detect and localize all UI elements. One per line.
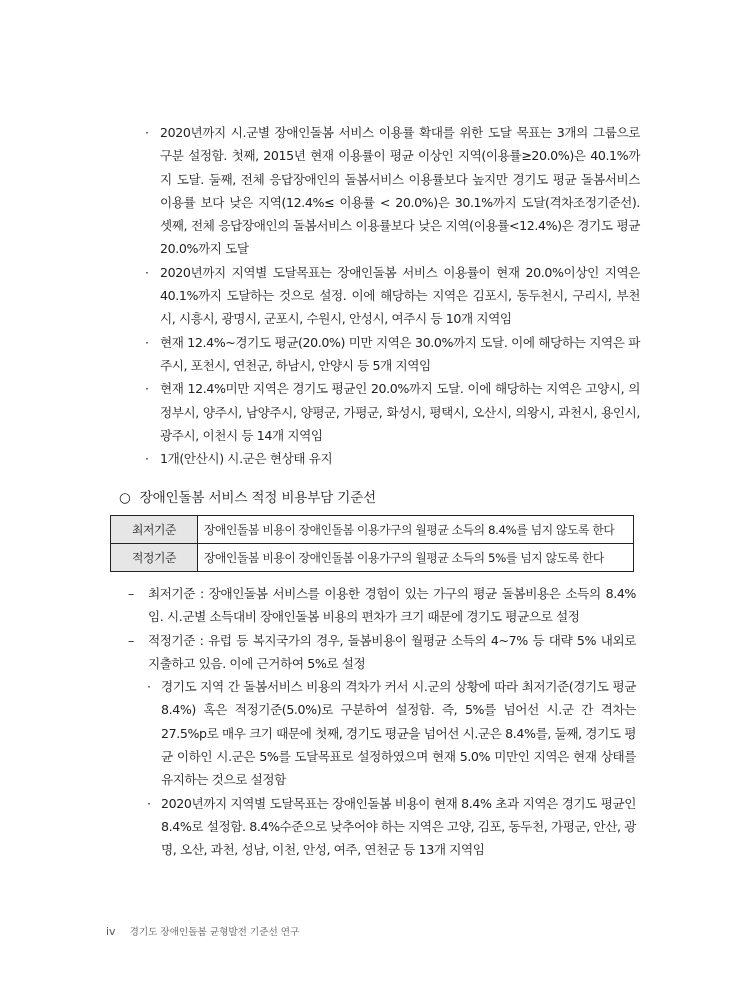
table-row xyxy=(111,544,634,572)
report-title: 경기도 장애인돌봄 균형발전 기준선 연구 xyxy=(129,927,300,938)
dash-item xyxy=(126,582,636,629)
dash-item-text: 적정기준 : 유럽 등 복지국가의 경우, 돌봄비용이 월평균 소득의 4~7% 등 대략 5% 내외로 지출하고 있음. 이에 근거하여 5%로 설정 xyxy=(148,632,636,671)
page-footer xyxy=(106,924,299,938)
dash-marker: – xyxy=(128,586,134,601)
list-item-text: 2020년까지 지역별 도달목표는 장애인돌봄 비용이 현재 8.4% 초과 지역은 경기도 평균인 8.4%로 설정함. 8.4%수준으로 낮추어야 하는 지역은 고양, 김포, 동두천, 가평군, 안산, 광명, 오산, 과천, 성남, 이천, 안성, 여주, 연천군 등 13개 지역임 xyxy=(161,795,637,858)
dash-item-text: 최저기준 : 장애인돌봄 서비스를 이용한 경험이 있는 가구의 평균 돌봄비용은 소득의 8.4%임. 시.군별 소득대비 장애인돌봄 비용의 편차가 크기 때문에 경기도 평균으로 설정 xyxy=(148,586,636,625)
table-row-label: 최저기준 xyxy=(111,516,198,544)
cost-standards-table xyxy=(110,515,634,572)
bullet-marker: · xyxy=(145,264,149,280)
target-bullet-list xyxy=(145,121,640,470)
bullet-marker: · xyxy=(145,381,149,397)
bullet-marker: · xyxy=(145,451,149,467)
dash-item xyxy=(126,629,636,676)
dash-marker: – xyxy=(128,632,134,648)
list-item xyxy=(145,331,640,378)
list-item-text: 2020년까지 시.군별 장애인돌봄 서비스 이용률 확대를 위한 도달 목표는 3개의 그룹으로 구분 설정함. 첫째, 2015년 현재 이용률이 평균 이상인 지역(이용률≥20.0%)은 40.1%까지 도달. 둘째, 전체 응답장애인의 돌봄서비스 이용률보다 높지만 경기도 평균 돌봄서비스 이용률 보다 낮은 지역(12.4%≤ 이용률 < 20.0%)은 30.1%까지 도달(격차조정기준선). 셋째, 전체 응답장애인의 돌봄서비스 이용률보다 낮은 지역(이용률<12.4%)은 경기도 평균 20.0%까지 도달 xyxy=(160,125,640,257)
bullet-marker: · xyxy=(147,679,151,695)
table-row-label: 적정기준 xyxy=(111,544,198,572)
bullet-marker: · xyxy=(145,125,149,140)
list-item-text: 2020년까지 지역별 도달목표는 장애인돌봄 서비스 이용률이 현재 20.0%이상인 지역은 40.1%까지 도달하는 것으로 설정. 이에 해당하는 지역은 김포시, 동두천시, 구리시, 부천시, 시흥시, 광명시, 군포시, 수원시, 안성시, 여주시 등 10개 지역임 xyxy=(160,264,640,327)
list-item xyxy=(147,675,636,791)
list-item-text: 현재 12.4%미만 지역은 경기도 평균인 20.0%까지 도달. 이에 해당하는 지역은 고양시, 의정부시, 양주시, 남양주시, 양평군, 가평군, 화성시, 평택시, 오산시, 의왕시, 과천시, 용인시, 광주시, 이천시 등 14개 지역임 xyxy=(160,381,640,443)
list-item-text: 경기도 지역 간 돌봄서비스 비용의 격차가 커서 시.군의 상황에 따라 최저기준(경기도 평균 8.4%) 혹은 적정기준(5.0%)로 구분하여 설정함. 즉, 5%를 넘어선 시.군 간 격차는 27.5%p로 매우 크기 때문에 첫째, 경기도 평균을 넘어선 시.군은 8.4%를, 둘째, 경기도 평균 이하인 시.군은 5%를 도달목표로 설정하였으며 현재 5.0% 미만인 지역은 현재 상태를 유지하는 것으로 설정함 xyxy=(161,679,636,788)
list-item xyxy=(145,377,640,447)
sub-bullet-list xyxy=(147,675,636,861)
page-number: iv xyxy=(106,925,116,938)
list-item xyxy=(145,121,640,261)
table-row-text: 장애인돌봄 비용이 장애인돌봄 이용가구의 월평균 소득의 8.4%를 넘지 않도록 한다 xyxy=(198,516,634,544)
list-item-text: 1개(안산시) 시.군은 현상태 유지 xyxy=(160,451,333,467)
table-row xyxy=(111,516,634,544)
table-row-text: 장애인돌봄 비용이 장애인돌봄 이용가구의 월평균 소득의 5%를 넘지 않도록 한다 xyxy=(198,544,634,572)
bullet-marker: · xyxy=(145,334,149,350)
list-item-text: 현재 12.4%~경기도 평균(20.0%) 미만 지역은 30.0%까지 도달. 이에 해당하는 지역은 파주시, 포천시, 연천군, 하남시, 안양시 등 5개 지역임 xyxy=(160,334,640,373)
list-item xyxy=(145,447,640,470)
bullet-marker: · xyxy=(147,795,151,811)
list-item xyxy=(145,261,640,331)
list-item xyxy=(147,792,636,862)
circle-marker-icon: ○ xyxy=(119,490,131,506)
section-heading-text: 장애인돌봄 서비스 적정 비용부담 기준선 xyxy=(139,490,376,506)
standards-explanation xyxy=(126,582,636,862)
section-heading xyxy=(119,486,376,506)
